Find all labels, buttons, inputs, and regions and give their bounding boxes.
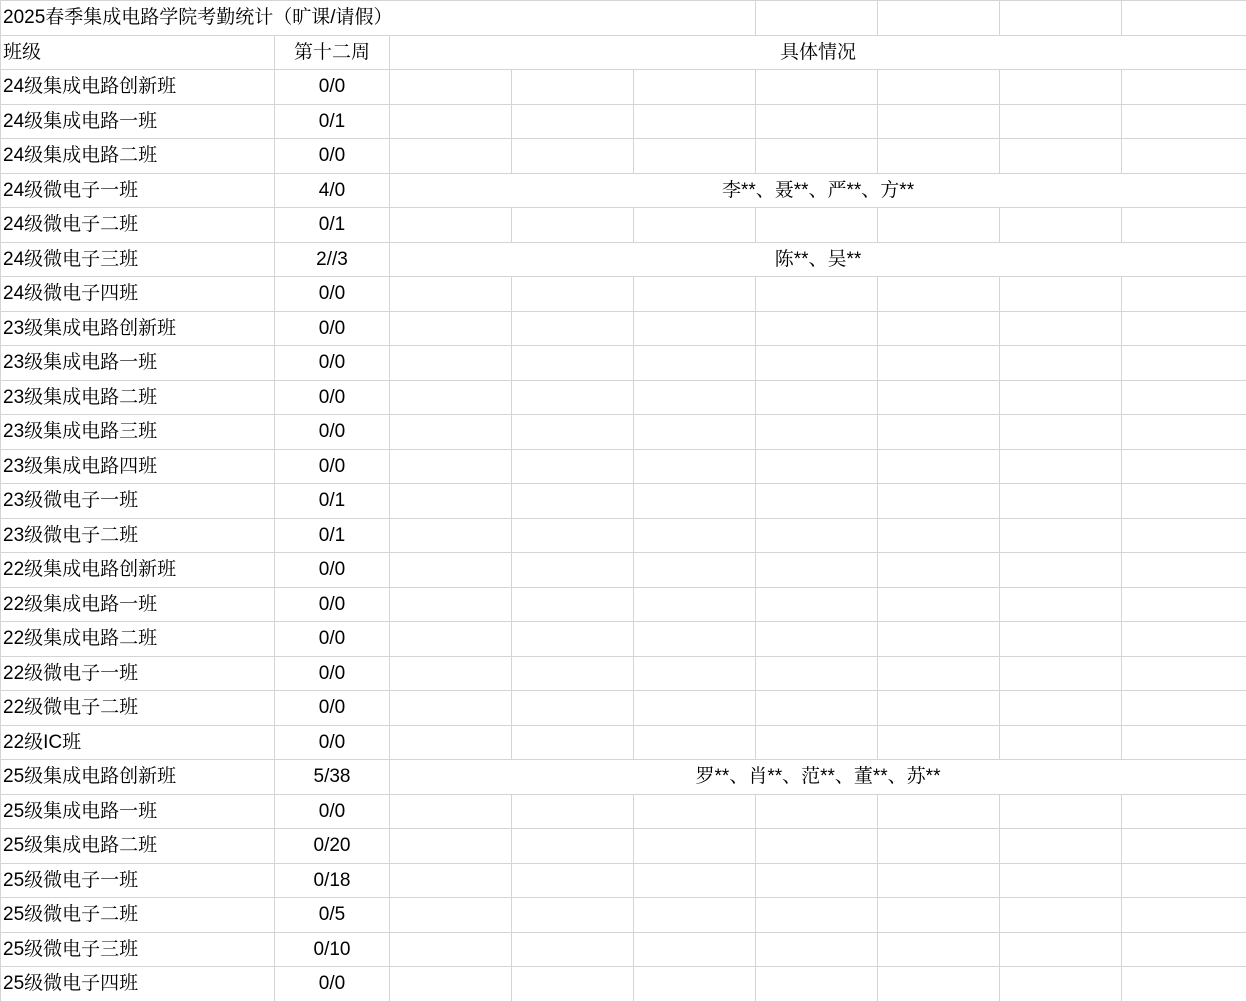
cell-empty xyxy=(390,691,512,726)
cell-empty xyxy=(878,346,1000,381)
cell-empty xyxy=(1122,311,1246,346)
table-row xyxy=(1,139,1246,174)
cell-empty xyxy=(756,139,878,174)
table-row xyxy=(1,553,1246,588)
cell-empty xyxy=(878,208,1000,243)
table-row xyxy=(1,691,1246,726)
header-detail: 具体情况 xyxy=(390,35,1246,70)
cell-class-name: 25级集成电路创新班 xyxy=(1,760,275,795)
cell-absence-count: 0/0 xyxy=(275,587,390,622)
table-row xyxy=(1,622,1246,657)
cell-class-name: 23级集成电路四班 xyxy=(1,449,275,484)
cell-absence-count: 0/18 xyxy=(275,863,390,898)
cell-empty xyxy=(878,484,1000,519)
cell-empty xyxy=(390,449,512,484)
cell-absence-count: 0/1 xyxy=(275,208,390,243)
cell-empty xyxy=(1122,794,1246,829)
cell-absence-count: 0/0 xyxy=(275,449,390,484)
cell-class-name: 24级集成电路一班 xyxy=(1,104,275,139)
table-row xyxy=(1,829,1246,864)
cell-empty xyxy=(390,484,512,519)
cell-class-name: 24级集成电路二班 xyxy=(1,139,275,174)
cell-empty xyxy=(634,449,756,484)
cell-empty xyxy=(512,622,634,657)
cell-empty xyxy=(634,863,756,898)
cell-empty xyxy=(878,898,1000,933)
cell-empty xyxy=(512,967,634,1002)
cell-empty xyxy=(1122,553,1246,588)
cell-empty xyxy=(390,415,512,450)
cell-empty xyxy=(756,898,878,933)
title-row-spacer-4 xyxy=(1122,1,1246,36)
table-row xyxy=(1,173,1246,208)
cell-empty xyxy=(878,380,1000,415)
table-body xyxy=(1,1,1246,1002)
cell-empty xyxy=(390,622,512,657)
cell-absence-count: 0/0 xyxy=(275,725,390,760)
cell-absence-count: 5/38 xyxy=(275,760,390,795)
cell-empty xyxy=(1000,70,1122,105)
table-row xyxy=(1,449,1246,484)
cell-class-name: 22级微电子二班 xyxy=(1,691,275,726)
cell-class-name: 25级微电子二班 xyxy=(1,898,275,933)
cell-empty xyxy=(512,863,634,898)
cell-empty xyxy=(878,794,1000,829)
cell-empty xyxy=(390,70,512,105)
cell-class-name: 25级微电子三班 xyxy=(1,932,275,967)
cell-empty xyxy=(1122,863,1246,898)
table-row xyxy=(1,725,1246,760)
cell-class-name: 25级集成电路一班 xyxy=(1,794,275,829)
cell-empty xyxy=(634,380,756,415)
cell-empty xyxy=(1000,725,1122,760)
cell-empty xyxy=(1122,898,1246,933)
cell-empty xyxy=(878,277,1000,312)
cell-empty xyxy=(756,415,878,450)
cell-empty xyxy=(1122,725,1246,760)
cell-empty xyxy=(390,311,512,346)
cell-absence-count: 0/0 xyxy=(275,277,390,312)
table-row xyxy=(1,277,1246,312)
cell-empty xyxy=(390,104,512,139)
cell-empty xyxy=(1000,863,1122,898)
cell-empty xyxy=(512,553,634,588)
title-row-spacer-1 xyxy=(756,1,878,36)
page-title: 2025春季集成电路学院考勤统计（旷课/请假） xyxy=(1,1,756,36)
cell-empty xyxy=(1122,449,1246,484)
cell-empty xyxy=(512,484,634,519)
cell-empty xyxy=(756,277,878,312)
cell-empty xyxy=(512,380,634,415)
cell-empty xyxy=(1000,415,1122,450)
cell-empty xyxy=(1122,656,1246,691)
cell-empty xyxy=(634,932,756,967)
cell-empty xyxy=(1000,277,1122,312)
cell-absence-count: 0/1 xyxy=(275,518,390,553)
cell-empty xyxy=(512,898,634,933)
cell-empty xyxy=(878,863,1000,898)
cell-class-name: 23级微电子一班 xyxy=(1,484,275,519)
cell-empty xyxy=(390,518,512,553)
cell-empty xyxy=(1122,208,1246,243)
cell-empty xyxy=(634,346,756,381)
cell-class-name: 23级集成电路二班 xyxy=(1,380,275,415)
table-row xyxy=(1,311,1246,346)
cell-empty xyxy=(756,553,878,588)
cell-absence-count: 0/0 xyxy=(275,794,390,829)
cell-empty xyxy=(634,898,756,933)
cell-empty xyxy=(512,104,634,139)
header-week: 第十二周 xyxy=(275,35,390,70)
cell-absence-count: 0/1 xyxy=(275,484,390,519)
cell-absence-count: 2//3 xyxy=(275,242,390,277)
cell-absence-count: 0/0 xyxy=(275,656,390,691)
cell-empty xyxy=(878,587,1000,622)
cell-empty xyxy=(1122,380,1246,415)
cell-empty xyxy=(1000,518,1122,553)
cell-class-name: 24级微电子三班 xyxy=(1,242,275,277)
table-row xyxy=(1,380,1246,415)
cell-empty xyxy=(1122,622,1246,657)
cell-empty xyxy=(878,70,1000,105)
cell-empty xyxy=(390,863,512,898)
cell-absence-count: 0/0 xyxy=(275,380,390,415)
cell-empty xyxy=(634,415,756,450)
table-row xyxy=(1,346,1246,381)
cell-detail: 罗**、肖**、范**、董**、苏** xyxy=(390,760,1246,795)
table-row xyxy=(1,932,1246,967)
cell-empty xyxy=(1122,139,1246,174)
cell-empty xyxy=(756,587,878,622)
cell-empty xyxy=(756,932,878,967)
cell-empty xyxy=(1000,898,1122,933)
cell-empty xyxy=(756,70,878,105)
cell-empty xyxy=(512,829,634,864)
title-row-spacer-2 xyxy=(878,1,1000,36)
cell-class-name: 23级集成电路三班 xyxy=(1,415,275,450)
cell-empty xyxy=(512,656,634,691)
cell-empty xyxy=(390,139,512,174)
cell-empty xyxy=(512,587,634,622)
cell-empty xyxy=(634,70,756,105)
cell-empty xyxy=(390,932,512,967)
cell-class-name: 22级集成电路二班 xyxy=(1,622,275,657)
cell-empty xyxy=(878,829,1000,864)
cell-empty xyxy=(634,794,756,829)
cell-empty xyxy=(512,277,634,312)
cell-empty xyxy=(1000,208,1122,243)
cell-empty xyxy=(1000,622,1122,657)
table-row xyxy=(1,518,1246,553)
table-row xyxy=(1,104,1246,139)
cell-empty xyxy=(756,518,878,553)
cell-empty xyxy=(1122,415,1246,450)
cell-empty xyxy=(1000,932,1122,967)
cell-empty xyxy=(756,208,878,243)
title-row-spacer-3 xyxy=(1000,1,1122,36)
cell-class-name: 22级集成电路创新班 xyxy=(1,553,275,588)
cell-empty xyxy=(1122,932,1246,967)
cell-class-name: 24级微电子四班 xyxy=(1,277,275,312)
table-row xyxy=(1,863,1246,898)
cell-empty xyxy=(390,898,512,933)
cell-empty xyxy=(634,311,756,346)
cell-absence-count: 0/0 xyxy=(275,415,390,450)
cell-empty xyxy=(756,484,878,519)
cell-empty xyxy=(512,311,634,346)
cell-empty xyxy=(390,794,512,829)
cell-absence-count: 0/0 xyxy=(275,967,390,1002)
cell-empty xyxy=(878,518,1000,553)
cell-empty xyxy=(756,449,878,484)
cell-detail: 李**、聂**、严**、方** xyxy=(390,173,1246,208)
cell-empty xyxy=(634,277,756,312)
cell-empty xyxy=(390,967,512,1002)
cell-empty xyxy=(512,346,634,381)
cell-empty xyxy=(634,587,756,622)
cell-empty xyxy=(512,449,634,484)
cell-empty xyxy=(756,725,878,760)
cell-empty xyxy=(756,691,878,726)
cell-empty xyxy=(1122,484,1246,519)
cell-empty xyxy=(878,622,1000,657)
cell-empty xyxy=(390,725,512,760)
cell-empty xyxy=(1122,104,1246,139)
cell-empty xyxy=(634,656,756,691)
cell-empty xyxy=(1000,104,1122,139)
table-row xyxy=(1,208,1246,243)
cell-empty xyxy=(878,725,1000,760)
cell-empty xyxy=(756,967,878,1002)
cell-absence-count: 0/0 xyxy=(275,139,390,174)
table-row xyxy=(1,967,1246,1002)
table-row xyxy=(1,587,1246,622)
cell-empty xyxy=(512,139,634,174)
cell-absence-count: 0/0 xyxy=(275,70,390,105)
cell-empty xyxy=(756,829,878,864)
cell-empty xyxy=(634,518,756,553)
cell-empty xyxy=(756,622,878,657)
cell-absence-count: 0/0 xyxy=(275,553,390,588)
cell-class-name: 24级微电子一班 xyxy=(1,173,275,208)
cell-empty xyxy=(878,656,1000,691)
cell-empty xyxy=(512,794,634,829)
cell-empty xyxy=(756,794,878,829)
table-row xyxy=(1,242,1246,277)
cell-empty xyxy=(390,553,512,588)
cell-empty xyxy=(1000,656,1122,691)
cell-class-name: 23级集成电路创新班 xyxy=(1,311,275,346)
title-row xyxy=(1,1,1246,36)
cell-empty xyxy=(756,104,878,139)
header-class: 班级 xyxy=(1,35,275,70)
cell-empty xyxy=(878,691,1000,726)
cell-empty xyxy=(878,104,1000,139)
cell-empty xyxy=(512,518,634,553)
cell-absence-count: 0/0 xyxy=(275,622,390,657)
cell-empty xyxy=(634,967,756,1002)
cell-empty xyxy=(1122,829,1246,864)
cell-class-name: 22级微电子一班 xyxy=(1,656,275,691)
cell-empty xyxy=(1122,691,1246,726)
cell-empty xyxy=(878,967,1000,1002)
cell-class-name: 23级微电子二班 xyxy=(1,518,275,553)
cell-empty xyxy=(634,553,756,588)
cell-class-name: 25级微电子四班 xyxy=(1,967,275,1002)
table-row xyxy=(1,415,1246,450)
cell-empty xyxy=(1122,346,1246,381)
cell-empty xyxy=(1000,380,1122,415)
cell-empty xyxy=(512,208,634,243)
cell-absence-count: 0/1 xyxy=(275,104,390,139)
cell-empty xyxy=(878,553,1000,588)
cell-empty xyxy=(634,622,756,657)
cell-absence-count: 0/20 xyxy=(275,829,390,864)
cell-empty xyxy=(1000,967,1122,1002)
cell-empty xyxy=(634,725,756,760)
cell-empty xyxy=(390,208,512,243)
header-row xyxy=(1,35,1246,70)
cell-empty xyxy=(878,311,1000,346)
cell-empty xyxy=(1000,484,1122,519)
cell-empty xyxy=(390,277,512,312)
cell-detail: 陈**、吴** xyxy=(390,242,1246,277)
cell-empty xyxy=(1000,449,1122,484)
cell-class-name: 25级集成电路二班 xyxy=(1,829,275,864)
cell-empty xyxy=(634,691,756,726)
cell-empty xyxy=(390,380,512,415)
table-row xyxy=(1,70,1246,105)
cell-empty xyxy=(878,932,1000,967)
cell-empty xyxy=(1000,346,1122,381)
cell-empty xyxy=(512,415,634,450)
cell-empty xyxy=(1122,967,1246,1002)
cell-empty xyxy=(634,829,756,864)
cell-empty xyxy=(1000,553,1122,588)
cell-empty xyxy=(756,863,878,898)
cell-absence-count: 4/0 xyxy=(275,173,390,208)
cell-class-name: 24级集成电路创新班 xyxy=(1,70,275,105)
cell-absence-count: 0/5 xyxy=(275,898,390,933)
cell-absence-count: 0/0 xyxy=(275,691,390,726)
cell-absence-count: 0/0 xyxy=(275,346,390,381)
cell-empty xyxy=(756,311,878,346)
cell-empty xyxy=(1000,794,1122,829)
cell-empty xyxy=(878,449,1000,484)
cell-empty xyxy=(390,587,512,622)
cell-empty xyxy=(1000,691,1122,726)
table-row xyxy=(1,898,1246,933)
cell-empty xyxy=(512,691,634,726)
cell-class-name: 24级微电子二班 xyxy=(1,208,275,243)
cell-empty xyxy=(756,346,878,381)
table-row xyxy=(1,656,1246,691)
cell-absence-count: 0/0 xyxy=(275,311,390,346)
cell-empty xyxy=(756,656,878,691)
cell-empty xyxy=(390,656,512,691)
table-row xyxy=(1,794,1246,829)
cell-absence-count: 0/10 xyxy=(275,932,390,967)
cell-class-name: 25级微电子一班 xyxy=(1,863,275,898)
cell-empty xyxy=(634,139,756,174)
cell-empty xyxy=(634,484,756,519)
cell-class-name: 22级集成电路一班 xyxy=(1,587,275,622)
cell-empty xyxy=(390,829,512,864)
table-row xyxy=(1,760,1246,795)
cell-class-name: 23级集成电路一班 xyxy=(1,346,275,381)
cell-empty xyxy=(1122,70,1246,105)
cell-empty xyxy=(512,932,634,967)
cell-empty xyxy=(634,104,756,139)
cell-empty xyxy=(634,208,756,243)
table-row xyxy=(1,484,1246,519)
cell-empty xyxy=(1000,139,1122,174)
cell-empty xyxy=(390,346,512,381)
cell-empty xyxy=(1122,277,1246,312)
cell-empty xyxy=(1122,587,1246,622)
cell-empty xyxy=(1000,311,1122,346)
cell-empty xyxy=(878,139,1000,174)
cell-empty xyxy=(878,415,1000,450)
cell-empty xyxy=(1000,829,1122,864)
cell-class-name: 22级IC班 xyxy=(1,725,275,760)
cell-empty xyxy=(512,70,634,105)
cell-empty xyxy=(1000,587,1122,622)
cell-empty xyxy=(756,380,878,415)
cell-empty xyxy=(512,725,634,760)
cell-empty xyxy=(1122,518,1246,553)
